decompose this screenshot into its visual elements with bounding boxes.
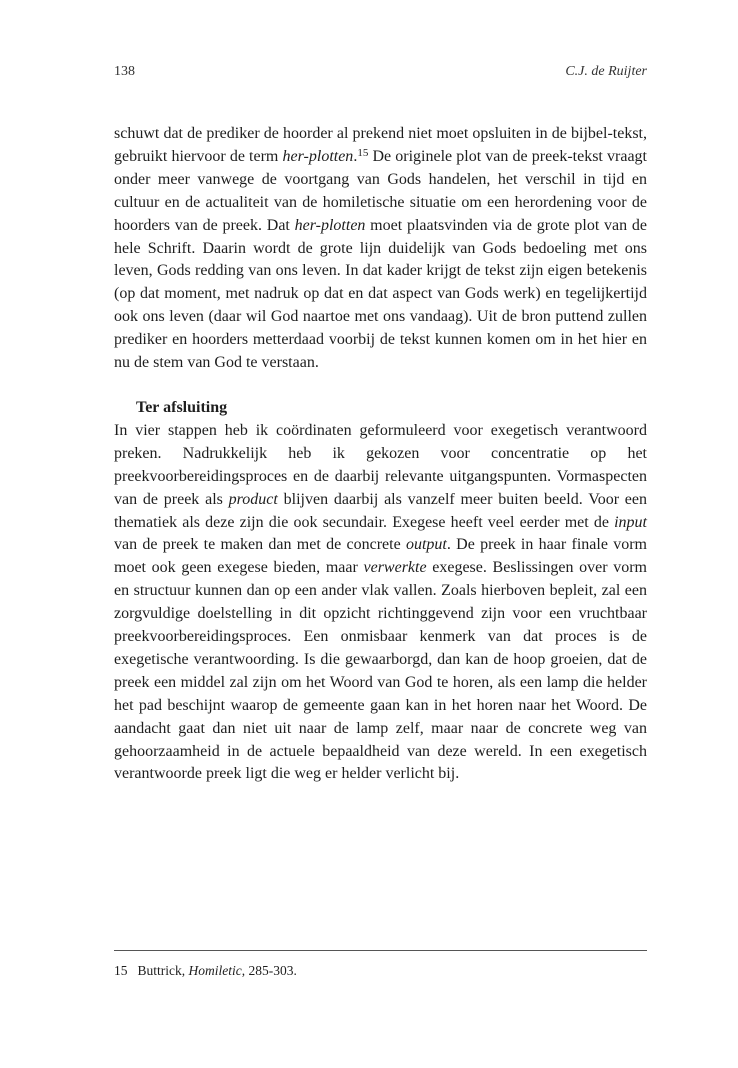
footnote-pages: , 285-303. [241,963,297,978]
text-run: blijven daarbij als vanzelf meer buiten beeld. Voor een thematiek als deze zijn die ook secundair. Exegese heeft veel eerder met de [114,490,648,531]
text-run: . [353,147,358,165]
running-head: C.J. de Ruijter [565,64,647,79]
text-run: In vier stappen heb ik coördinaten geformuleerd voor exegetisch verantwoord preken. Nadrukkelijk heb ik gekozen voor concentratie op het preekvoorbereidingsproces en de daarbij relevante uitgangspunten. Vormaspecten van de preek als [114,421,647,508]
text-run: . De preek in haar finale vorm moet ook geen exegese bieden, maar [114,536,647,577]
footnote-author: Buttrick, [137,963,189,978]
page-number: 138 [114,64,135,79]
italic-term: input [614,513,647,531]
italic-term: product [228,490,278,508]
footnote-title: Homiletic [188,963,242,978]
footnote-reference[interactable]: 15 [357,146,369,159]
footnote-number: 15 [114,963,128,978]
footnote-divider [114,950,647,951]
text-run: moet plaatsvinden via de grote plot van de hele Schrift. Daarin wordt de grote lijn duidelijk van Gods bedoeling met ons leven, Gods redding van ons leven. In dat kader krijgt de tekst zijn eigen betekenis (op dat moment, met nadruk op dat en dat aspect van Gods werk) en tegelijkertijd ook ons leven (daar wil God naartoe met ons vandaag). Uit de bron puttend zullen prediker en hoorders metterdaad voorbij de tekst kunnen komen om in het hier en nu de stem van God te verstaan. [114,216,647,372]
paragraph-conclusion [114,420,647,787]
paragraph-continued [114,123,647,375]
footnote [114,962,297,980]
body-text [114,123,647,786]
text-run: schuwt dat de prediker de hoorder al prekend niet moet opsluiten in de bijbel-tekst, gebruikt hiervoor de term [114,125,647,165]
text-run: De originele plot van de preek-tekst vraagt onder meer vanwege de voortgang van Gods handelen, het verschil in tijd en cultuur en de actualiteit van de homiletische situatie om een herordening voor de hoorders van de preek. Dat [114,147,647,234]
text-run: exegese. Beslissingen over vorm en structuur kunnen dan op een ander vlak vallen. Zoals hierboven bepleit, zal een zorgvuldige doelstelling in dit opzicht richtinggevend zijn voor een vruchtbaar preekvoorbereidingsproces. Een onmisbaar kenmerk van dat proces is de exegetische verantwoording. Is die gewaarborgd, dan kan de hoop groeien, dat de preek een middel zal zijn om het Woord van God te horen, als een lamp die helder het pad beschijnt waarop de gemeente gaan kan in het horen naar het Woord. De aandacht gaat dan niet uit naar de lamp zelf, maar naar de concrete weg van gehoorzaamheid in de actuele bepaaldheid van deze wereld. In een exegetisch verantwoorde preek ligt die weg er helder verlicht bij. [114,559,647,783]
italic-term: her-plotten [294,216,366,234]
section-heading: Ter afsluiting [136,398,228,416]
text-run: van de preek te maken dan met de concrete [114,536,406,554]
italic-term: output [405,536,447,554]
italic-term: her-plotten [282,147,354,165]
italic-term: verwerkte [363,559,427,577]
